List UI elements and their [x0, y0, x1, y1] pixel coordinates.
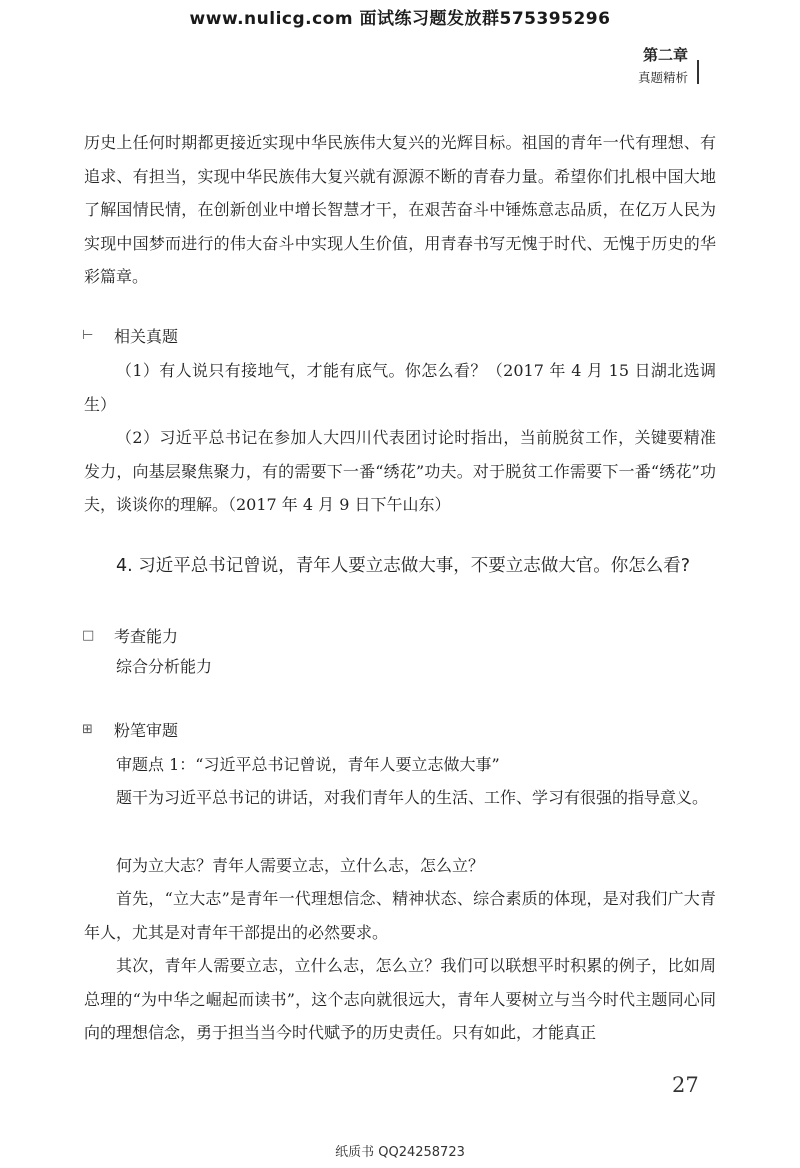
chapter-subtitle: 真题精析 — [637, 70, 688, 85]
related-heading-text: 相关真题 — [114, 327, 179, 346]
page-number: 27 — [672, 1073, 699, 1097]
ability-heading — [82, 624, 178, 647]
section-marker-icon: ⊢ — [82, 328, 94, 343]
review-paragraph-2: 何为立大志？青年人需要立志，立什么志，怎么立？ — [116, 856, 485, 875]
review-paragraph-4: 其次，青年人需要立志，立什么志，怎么立？我们可以联想平时积累的例子，比如周总理的“为中华之崛起而读书”，这个志向就很远大，青年人要树立与当今时代主题同心同向的理想信念，勇于担当当今时代赋予的历史责任。只有如此，才能真正 — [84, 956, 716, 1042]
chapter-title: 第二章 — [642, 46, 688, 64]
intro-paragraph: 历史上任何时期都更接近实现中华民族伟大复兴的光辉目标。祖国的青年一代有理想、有追求、有担当，实现中华民族伟大复兴就有源源不断的青春力量。希望你们扎根中国大地了解国情民情，在创新创业中增长智慧才干，在艰苦奋斗中锤炼意志品质，在亿万人民为实现中国梦而进行的伟大奋斗中实现人生价值，用青春书写无愧于时代、无愧于历史的华彩篇章。 — [84, 133, 716, 286]
ability-value: 综合分析能力 — [116, 657, 213, 676]
review-paragraph-3: 首先，“立大志”是青年一代理想信念、精神状态、综合素质的体现，是对我们广大青年人，尤其是对青年干部提出的必然要求。 — [84, 889, 716, 942]
footer-text: 纸质书 QQ24258723 — [335, 1145, 465, 1160]
review-heading — [82, 718, 178, 741]
question-4: 4. 习近平总书记曾说，青年人要立志做大事，不要立志做大官。你怎么看? — [116, 556, 691, 576]
related-heading — [82, 324, 178, 347]
ability-heading-text: 考查能力 — [114, 627, 179, 646]
related-item-2: （2）习近平总书记在参加人大四川代表团讨论时指出，当前脱贫工作，关键要精准发力，向基层聚焦聚力，有的需要下一番“绣花”功夫。对于脱贫工作需要下一番“绣花”功夫，谈谈你的理解。（2017 年 4 月 9 日下午山东） — [84, 428, 716, 514]
watermark-banner: www.nulicg.com 面试练习题发放群575395296 — [189, 9, 611, 29]
section-marker-icon: □ — [82, 628, 95, 643]
related-item-1: （1）有人说只有接地气，才能有底气。你怎么看？（2017 年 4 月 15 日湖北选调生） — [84, 361, 716, 414]
review-point-1: 审题点 1：“习近平总书记曾说，青年人要立志做大事” — [116, 755, 500, 774]
chapter-rule — [697, 60, 699, 84]
section-marker-icon: ⊞ — [82, 722, 93, 737]
review-paragraph-1: 题干为习近平总书记的讲话，对我们青年人的生活、工作、学习有很强的指导意义。 — [116, 788, 709, 807]
review-heading-text: 粉笔审题 — [114, 721, 179, 740]
